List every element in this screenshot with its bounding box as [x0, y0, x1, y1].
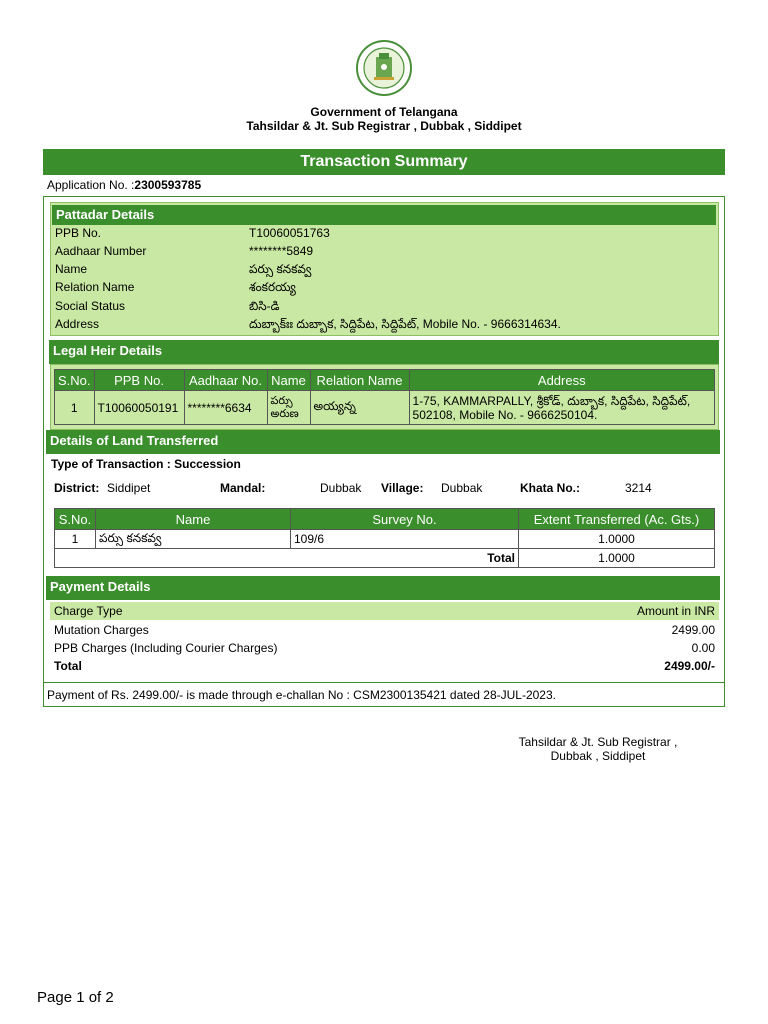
payment-note: Payment of Rs. 2499.00/- is made through e-challan No : CSM2300135421 dated 28-JUL-2023. — [47, 688, 556, 702]
table-row — [55, 530, 715, 549]
relation-value: శంకరయ్య — [249, 280, 296, 294]
land-extent: 1.0000 — [519, 530, 715, 549]
mandal-value: Dubbak — [320, 481, 362, 495]
col-address: Address — [409, 370, 714, 391]
land-total-label: Total — [55, 549, 519, 568]
heir-sno: 1 — [55, 391, 95, 425]
payment-total-label: Total — [54, 659, 82, 673]
address-value: దుబ్బాక్ఃః దుబ్బాక, సిద్దిపేట, సిద్దిపేట్, Mobile No. - 9666314634. — [249, 317, 561, 331]
payment-total-value: 2499.00/- — [664, 659, 715, 673]
payment-header-row — [50, 602, 719, 620]
aadhaar-label: Aadhaar Number — [55, 244, 147, 258]
village-value: Dubbak — [441, 481, 483, 495]
district-value: Siddipet — [107, 481, 151, 495]
page-number: Page 1 of 2 — [37, 989, 114, 1006]
col-relation: Relation Name — [310, 370, 409, 391]
list-item — [50, 639, 719, 657]
col-aadhaar: Aadhaar No. — [184, 370, 267, 391]
khata-label: Khata No.: — [520, 481, 580, 495]
address-label: Address — [55, 317, 100, 331]
name-label: Name — [55, 262, 88, 276]
village-label: Village: — [381, 481, 424, 495]
telangana-emblem-seal — [356, 40, 412, 96]
legal-heir-header-row — [55, 370, 715, 391]
ppb-label: PPB No. — [55, 226, 102, 240]
signature-line-1: Tahsildar & Jt. Sub Registrar , — [518, 735, 678, 749]
list-item — [50, 621, 719, 639]
land-heading: Details of Land Transferred — [46, 430, 720, 454]
land-col-extent: Extent Transferred (Ac. Gts.) — [519, 509, 715, 530]
transaction-type: Type of Transaction : Succession — [51, 457, 241, 471]
social-status-value: బిసి-డి — [249, 299, 280, 313]
land-total-value: 1.0000 — [519, 549, 715, 568]
amount-header-label: Amount in INR — [636, 604, 715, 618]
application-value: 2300593785 — [134, 178, 202, 192]
government-title: Government of Telangana — [310, 105, 458, 119]
district-label: District: — [54, 481, 100, 495]
social-status-label: Social Status — [55, 299, 126, 313]
mandal-label: Mandal: — [220, 481, 266, 495]
payment-heading: Payment Details — [46, 576, 720, 600]
ppb-charges-label: PPB Charges (Including Courier Charges) — [54, 641, 278, 655]
col-name: Name — [267, 370, 310, 391]
land-col-survey: Survey No. — [291, 509, 519, 530]
signature-line-2: Dubbak , Siddipet — [550, 749, 646, 763]
mutation-charges-label: Mutation Charges — [54, 623, 149, 637]
col-ppb: PPB No. — [94, 370, 184, 391]
legal-heir-heading: Legal Heir Details — [49, 340, 719, 364]
aadhaar-value: ********5849 — [249, 244, 314, 258]
relation-label: Relation Name — [55, 280, 135, 294]
heir-ppb: T10060050191 — [94, 391, 184, 425]
heir-name: పర్సు అరుణ — [267, 391, 310, 425]
pattadar-heading: Pattadar Details — [52, 205, 716, 225]
heir-aadhaar: ********6634 — [184, 391, 267, 425]
land-table — [54, 508, 715, 568]
divider — [44, 682, 724, 683]
land-col-name: Name — [96, 509, 291, 530]
land-header-row — [55, 509, 715, 530]
land-sno: 1 — [55, 530, 96, 549]
land-total-row — [55, 549, 715, 568]
khata-value: 3214 — [625, 481, 652, 495]
application-label: Application No. : — [47, 178, 135, 192]
payment-total-row — [50, 657, 719, 675]
table-row — [55, 391, 715, 425]
charge-type-label: Charge Type — [54, 604, 123, 618]
ppb-charges-value: 0.00 — [691, 641, 715, 655]
name-value: పర్సు కనకవ్వ — [249, 262, 312, 276]
page-title: Transaction Summary — [43, 149, 725, 175]
application-number — [47, 178, 201, 192]
col-sno: S.No. — [55, 370, 95, 391]
office-title: Tahsildar & Jt. Sub Registrar , Dubbak , Siddipet — [246, 119, 522, 133]
heir-relation: అయ్యన్న — [310, 391, 409, 425]
land-col-sno: S.No. — [55, 509, 96, 530]
legal-heir-table — [54, 369, 715, 425]
mutation-charges-value: 2499.00 — [671, 623, 715, 637]
heir-address: 1-75, KAMMARPALLY, శ్రీకోడ్, దుబ్బాక, సిద్దిపేట, సిద్దిపేట్, 502108, Mobile No. - 9666250104. — [409, 391, 714, 425]
land-name: పర్సు కనకవ్వ — [96, 530, 291, 549]
land-survey: 109/6 — [291, 530, 519, 549]
ppb-value: T10060051763 — [249, 226, 330, 240]
